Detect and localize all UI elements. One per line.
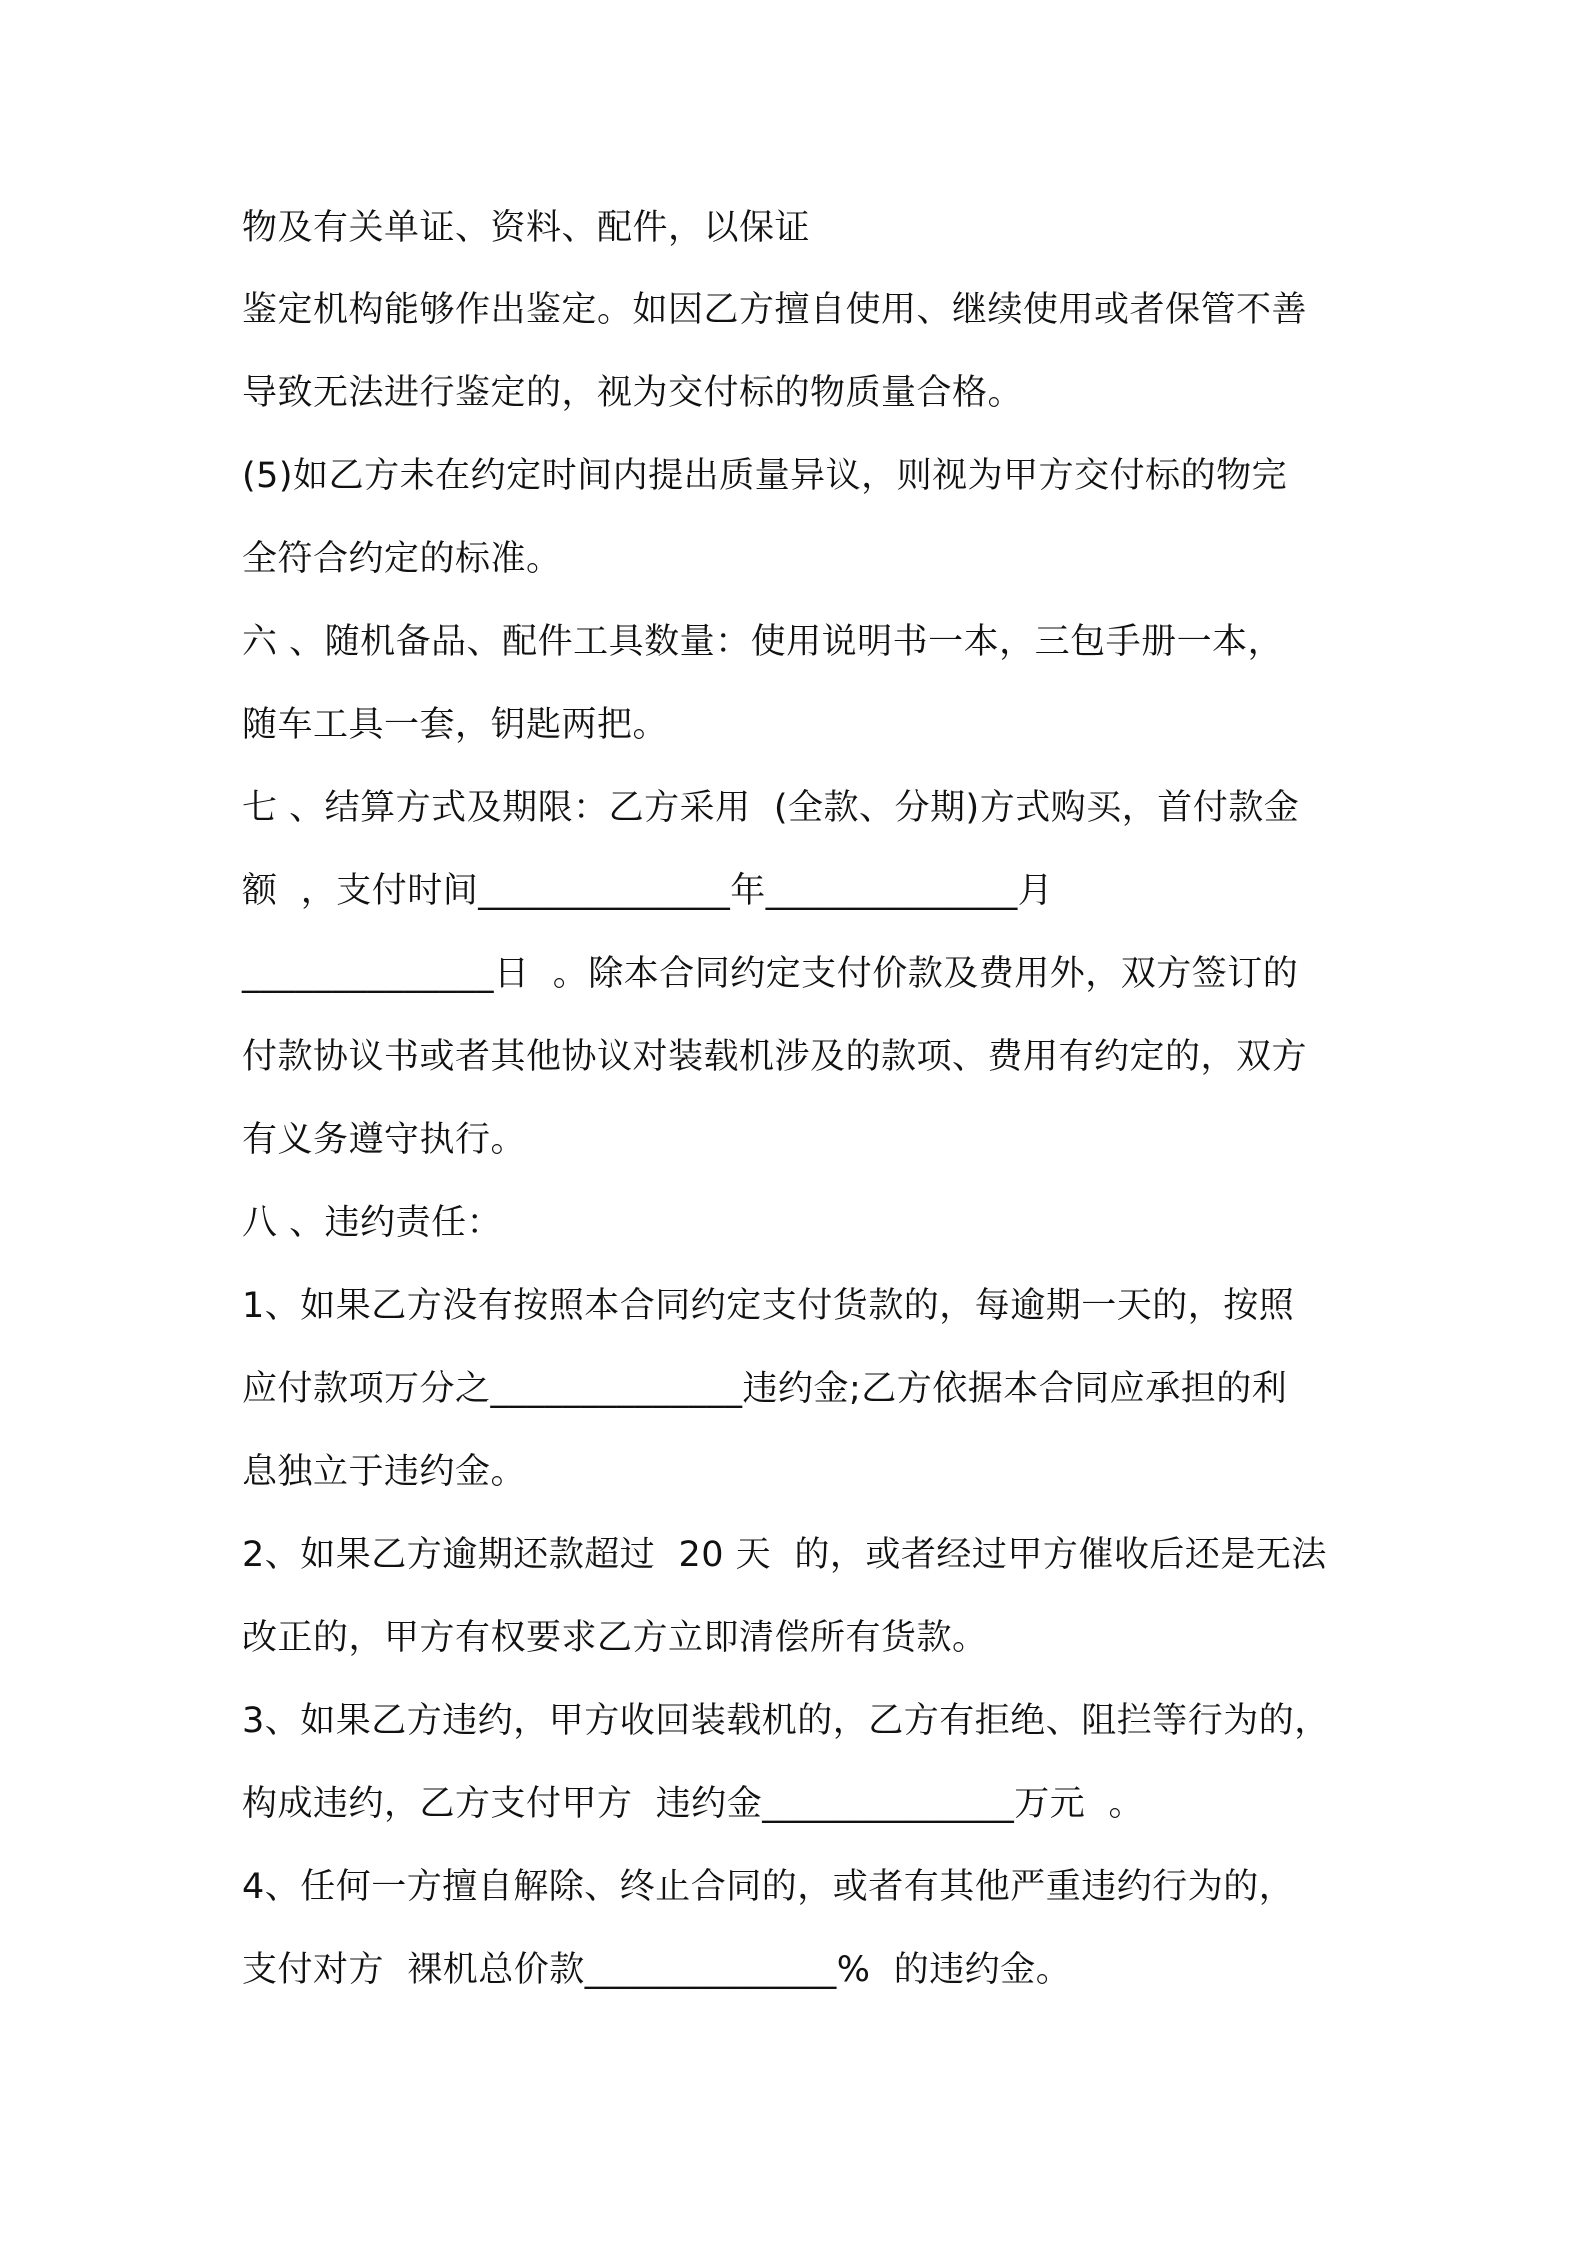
text-line: 额 ，支付时间______________年______________月 [242, 871, 1054, 911]
section-heading-seven: 七 、结算方式及期限：乙方采用 (全款、分期)方式购买，首付款金 [242, 788, 1300, 828]
text-line: 支付对方 裸机总价款______________% 的违约金。 [242, 1950, 1072, 1990]
text-line: (5)如乙方未在约定时间内提出质量异议，则视为甲方交付标的物完 [242, 456, 1288, 496]
clause-line: 2、如果乙方逾期还款超过 20 天 的，或者经过甲方催收后还是无法 [242, 1535, 1327, 1575]
clause-line: 1、如果乙方没有按照本合同约定支付货款的，每逾期一天的，按照 [242, 1286, 1295, 1326]
clause-line: 4、任何一方擅自解除、终止合同的，或者有其他严重违约行为的， [242, 1867, 1295, 1907]
text-line: 随车工具一套，钥匙两把。 [242, 705, 669, 745]
text-line: 有义务遵守执行。 [242, 1120, 527, 1160]
text-line: 付款协议书或者其他协议对装载机涉及的款项、费用有约定的，双方 [242, 1037, 1308, 1077]
section-heading-eight: 八 、违约责任： [242, 1203, 503, 1243]
text-line: 息独立于违约金。 [242, 1452, 527, 1492]
text-line: 构成违约，乙方支付甲方 违约金______________万元 。 [242, 1784, 1145, 1824]
section-heading-six: 六 、随机备品、配件工具数量：使用说明书一本，三包手册一本， [242, 622, 1284, 662]
text-line: 应付款项万分之______________违约金;乙方依据本合同应承担的利 [242, 1369, 1288, 1409]
text-line: 导致无法进行鉴定的，视为交付标的物质量合格。 [242, 373, 1024, 413]
clause-line: 3、如果乙方违约，甲方收回装载机的，乙方有拒绝、阻拦等行为的， [242, 1701, 1330, 1741]
text-line: 全符合约定的标准。 [242, 539, 562, 579]
text-line: 物及有关单证、资料、配件，以保证 [242, 208, 811, 248]
text-line: 鉴定机构能够作出鉴定。如因乙方擅自使用、继续使用或者保管不善 [242, 290, 1308, 330]
text-line: 改正的，甲方有权要求乙方立即清偿所有货款。 [242, 1618, 988, 1658]
text-line: ______________日 。除本合同约定支付价款及费用外，双方签订的 [242, 954, 1299, 994]
